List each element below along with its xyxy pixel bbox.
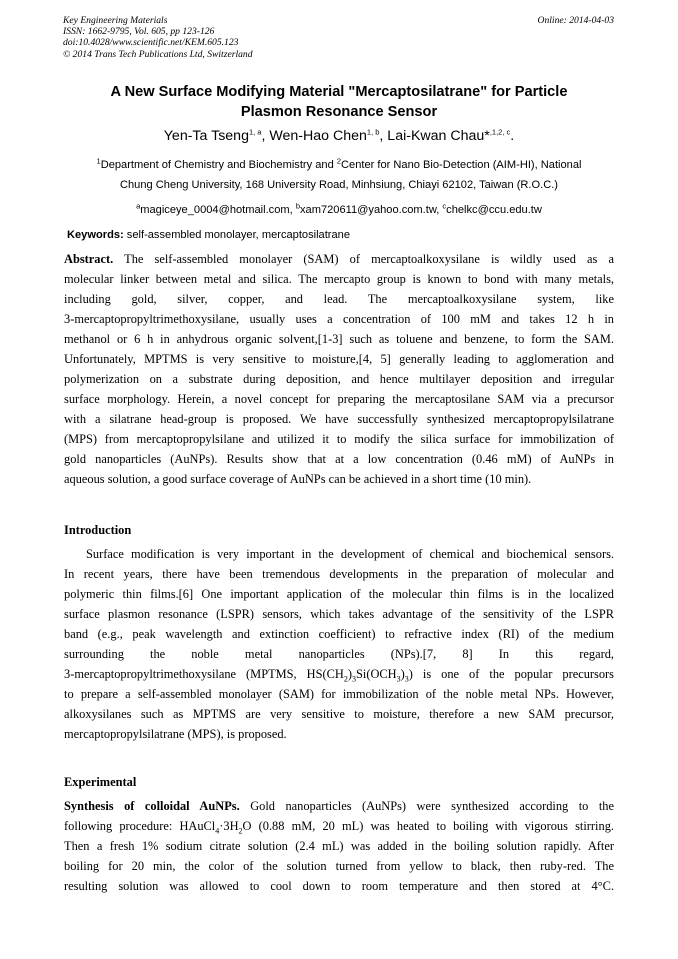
abstract-line: polymerization on a substrate during deposition, and hence multilayer deposition and irregular <box>64 372 614 386</box>
intro-line: In recent years, there have been tremendous developments in the preparation of molecular and <box>64 567 614 581</box>
experimental-line: resulting solution was allowed to cool down to room temperature and then stored at 4°C. <box>64 879 614 893</box>
experimental-line: boiling for 20 min, the color of the solution turned from yellow to black, then ruby-red. The <box>64 859 614 873</box>
intro-line: surrounding the noble metal nanoparticles (NPs).[7, 8] In this regard, <box>64 647 614 661</box>
abstract-line: molecular linker between metal and silica. The mercapto group is known to bond with many metals, <box>64 272 614 286</box>
intro-line: Surface modification is very important in the development of chemical and biochemical sensors. <box>86 547 614 561</box>
intro-line: alkoxysilanes such as MPTMS are very sensitive to moisture, therefore a new SAM precursor, <box>64 707 614 721</box>
affiliation-line-1 <box>60 155 618 175</box>
abstract-line: (MPS) from mercaptopropylsilane and utilized it to modify the silica surface for immobilization of <box>64 432 614 446</box>
abstract-line: Abstract. The self-assembled monolayer (SAM) of mercaptoalkoxysilane is wildly used as a <box>64 252 614 266</box>
author-1-affil: 1, a <box>248 127 262 137</box>
affil-text-2: Center for Nano Bio-Detection (AIM-HI), National <box>341 159 582 171</box>
email-list <box>60 202 618 218</box>
synthesis-subheading: Synthesis of colloidal AuNPs. <box>64 799 240 813</box>
online-date: Online: 2014-04-03 <box>537 15 614 26</box>
intro-line: surface plasmon resonance (LSPR) sensors, which takes advantage of the sensitivity of the LSPR <box>64 607 614 621</box>
journal-name: Key Engineering Materials <box>63 15 168 26</box>
intro-line-mptms: 3-mercaptopropyltrimethoxysilane (MPTMS, $HS(CH_2)_3Si(OCH_3)_3$) is one of the popular precursors <box>64 667 614 684</box>
experimental-line: Synthesis of colloidal AuNPs. Gold nanoparticles (AuNPs) were synthesized according to the <box>64 799 614 813</box>
abstract-line: 3-mercaptopropyltrimethoxysilane, usually uses a concentration of 100 mM and takes 12 h in <box>64 312 614 326</box>
affil-mark-1: 1 <box>96 156 101 166</box>
intro-line: to prepare a self-assembled monolayer (SAM) for immobilization of the noble metal NPs. However, <box>64 687 614 701</box>
email-mark-b: b <box>295 201 300 211</box>
abstract-line: gold nanoparticles (AuNPs). Results show that at a low concentration (0.46 mM) of AuNPs in <box>64 452 614 466</box>
abstract <box>64 249 614 489</box>
issn-line: ISSN: 1662-9795, Vol. 605, pp 123-126 <box>63 26 215 38</box>
author-2: , Wen-Hao Chen <box>261 128 367 144</box>
author-3: , Lai-Kwan Chau* <box>379 128 490 144</box>
affiliations <box>60 155 618 195</box>
authors-end: . <box>510 128 515 144</box>
abstract-line: methanol or 6 h in anhydrous organic solvent,[1-3] such as toluene and benzene, to form the SAM. <box>64 332 614 346</box>
intro-line: band (e.g., peak wavelength and extinction coefficient) to refractive index (RI) of the medium <box>64 627 614 641</box>
title-line-2: Plasmon Resonance Sensor <box>240 104 438 120</box>
email-c[interactable]: chelkc@ccu.edu.tw <box>446 204 542 216</box>
experimental-heading: Experimental <box>64 775 137 789</box>
email-b[interactable]: xam720611@yahoo.com.tw, <box>299 204 443 216</box>
affil-text-1: Department of Chemistry and Biochemistry and <box>100 159 337 171</box>
email-a[interactable]: magiceye_0004@hotmail.com, <box>140 204 296 216</box>
email-mark-a: a <box>136 201 141 211</box>
keywords-text: self-assembled monolayer, mercaptosilatrane <box>123 229 351 241</box>
author-3-affil: ,1,2, c <box>489 127 511 137</box>
author-2-affil: 1, b <box>366 127 380 137</box>
paper-title <box>60 82 618 122</box>
introduction-heading: Introduction <box>64 523 132 537</box>
abstract-line: with a silatrane head-group is proposed. We have successfully synthesized mercaptopropylsilatrane <box>64 412 614 426</box>
author-1: Yen-Ta Tseng <box>163 128 249 144</box>
experimental-line-formula: following procedure: $HAuCl_4\cdot 3H_2O$ (0.88 mM, 20 mL) was heated to boiling with vigorous stirring. <box>64 819 614 836</box>
experimental-body <box>64 796 614 896</box>
title-line-1: A New Surface Modifying Material "Mercaptosilatrane" for Particle <box>110 84 568 100</box>
journal-header <box>63 15 253 60</box>
copyright-line: © 2014 Trans Tech Publications Ltd, Switzerland <box>63 48 253 60</box>
abstract-label: Abstract. <box>64 252 114 266</box>
author-list <box>60 127 618 145</box>
keywords <box>67 227 350 243</box>
email-mark-c: c <box>442 201 447 211</box>
abstract-line: surface morphology. Herein, a novel concept for preparing the mercaptosilane SAM via a precursor <box>64 392 614 406</box>
abstract-line: Unfortunately, MPTMS is very sensitive to moisture,[4, 5] generally leading to agglomeration and <box>64 352 614 366</box>
keywords-label: Keywords: <box>67 229 124 241</box>
affil-mark-2: 2 <box>336 156 342 166</box>
intro-line: mercaptopropylsilatrane (MPS), is proposed. <box>64 727 287 741</box>
abstract-line: including gold, silver, copper, and lead. The mercaptoalkoxysilane system, like <box>64 292 614 306</box>
experimental-line: Then a fresh 1% sodium citrate solution (2.4 mL) was added in the boiling solution rapidly. After <box>64 839 614 853</box>
affiliation-line-2: Chung Cheng University, 168 University Road, Minhsiung, Chiayi 62102, Taiwan (R.O.C.) <box>120 179 558 191</box>
introduction-body <box>64 544 614 744</box>
intro-line: polymeric thin films.[6] One important application of the molecular thin films is in the localized <box>64 587 614 601</box>
doi-line[interactable]: doi:10.4028/www.scientific.net/KEM.605.123 <box>63 37 239 49</box>
abstract-line: aqueous solution, a good surface coverage of AuNPs can be achieved in a short time (10 min). <box>64 472 532 486</box>
